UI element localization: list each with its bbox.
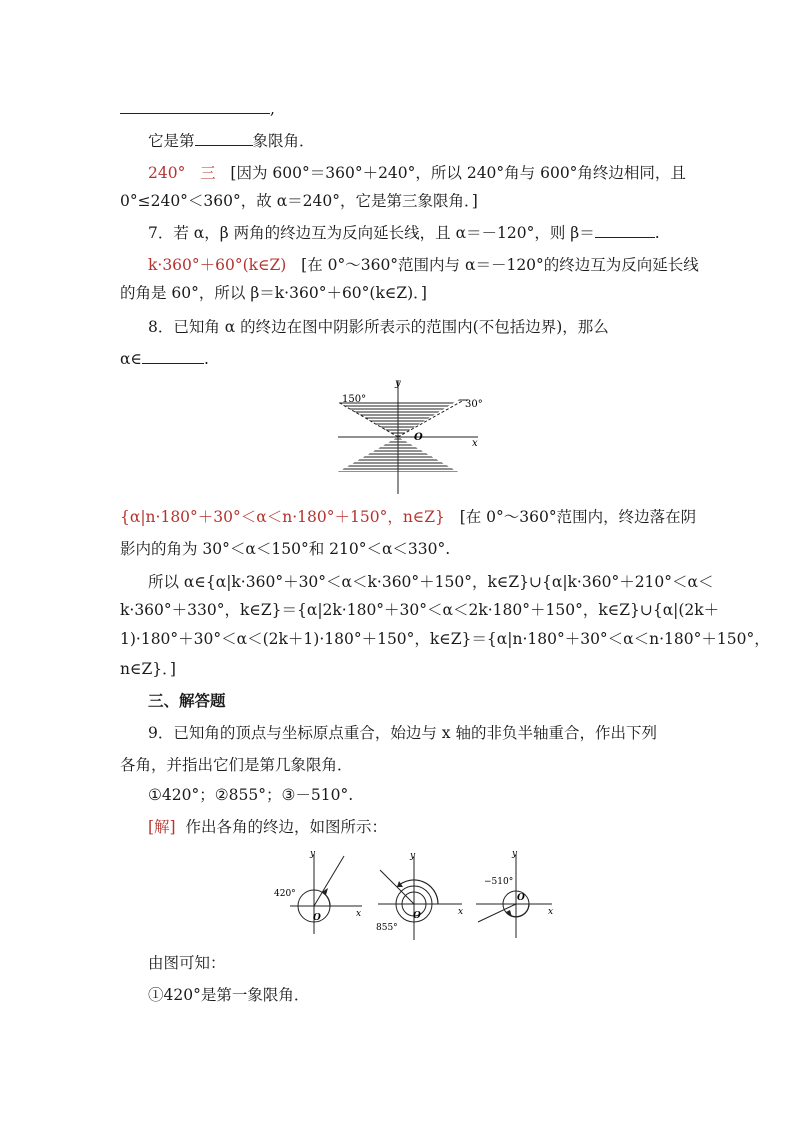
text: 9．已知角的顶点与坐标原点重合，始边与 x 轴的非负半轴重合，作出下列	[148, 724, 657, 742]
solution-line	[120, 658, 176, 680]
origin-label: O	[413, 911, 421, 921]
origin-label: O	[414, 432, 423, 443]
text: .	[203, 350, 209, 368]
boundary-ray-150	[338, 402, 398, 437]
text: [在 0°～360°范围内与 α＝－120°的终边互为反向延长线	[301, 256, 699, 274]
answer-blank	[195, 130, 253, 146]
angle-label: 420°	[274, 889, 296, 899]
text: 由图可知：	[148, 954, 226, 972]
text: 三、解答题	[148, 691, 226, 710]
solution-line	[120, 599, 719, 621]
answer-text: [解]	[148, 818, 176, 836]
text: 7．若 α，β 两角的终边互为反向延长线，且 α＝－120°，则 β＝	[148, 224, 595, 242]
text: 8．已知角 α 的终边在图中阴影所表示的范围内(不包括边界)，那么	[148, 318, 609, 336]
conclusion-line	[148, 984, 309, 1006]
x-label: x	[458, 907, 464, 917]
angle-label: −510°	[484, 877, 514, 887]
question-line	[120, 348, 209, 370]
solution-line	[148, 571, 714, 593]
solution-line	[148, 162, 686, 184]
x-label: x	[472, 438, 478, 449]
answer-blank	[120, 98, 270, 114]
question-line	[120, 754, 353, 776]
solution-line	[120, 538, 450, 560]
text: ①420°是第一象限角．	[148, 986, 310, 1004]
text: 所以 α∈{α|k·360°＋30°＜α＜k·360°＋150°，k∈Z}∪{α|k·360°＋210°＜α＜	[148, 573, 714, 591]
text: [因为 600°＝360°＋240°，所以 240°角与 600°角终边相同，且	[230, 164, 686, 182]
text: [在 0°～360°范围内，终边落在阴	[459, 508, 697, 526]
y-label: y	[512, 849, 518, 859]
text: α∈	[120, 350, 142, 368]
answer-text: {α|n·180°＋30°＜α＜n·180°＋150°，n∈Z}	[120, 508, 445, 526]
solution-line	[148, 254, 699, 276]
arrow-icon	[397, 881, 403, 887]
question-line	[148, 784, 353, 806]
angle-label: 855°	[376, 923, 398, 933]
y-label: y	[395, 378, 401, 389]
section-heading	[148, 690, 226, 712]
angle-label-150: 150°	[342, 394, 367, 405]
diagram-minus-510	[476, 849, 553, 938]
angle-label-30: 30°	[465, 399, 483, 410]
text: 作出各角的终边，如图所示：	[185, 818, 387, 836]
question-line	[148, 130, 315, 152]
text: k·360°＋330°，k∈Z}＝{α|2k·180°＋30°＜α＜2k·180°＋150°，k∈Z}∪{α|(2k＋	[120, 601, 720, 619]
answer-blank	[595, 222, 655, 238]
question-9	[148, 722, 657, 744]
answer-line	[120, 98, 275, 120]
answer-text: 240°	[148, 164, 186, 182]
angle-diagrams-figure	[270, 846, 560, 946]
conclusion-line	[148, 952, 226, 974]
text: n∈Z}．]	[120, 660, 176, 678]
text: 0°≤240°＜360°，故 α＝240°，它是第三象限角．]	[120, 192, 478, 210]
text: 的角是 60°，所以 β＝k·360°＋60°(k∈Z)．]	[120, 284, 427, 302]
text: 象限角．	[252, 132, 315, 150]
y-label: y	[410, 851, 416, 861]
question-7	[148, 222, 660, 244]
answer-text: 三	[200, 164, 216, 182]
upper-shading	[338, 400, 478, 436]
lower-shading	[338, 439, 478, 472]
text: 影内的角为 30°＜α＜150°和 210°＜α＜330°.	[120, 540, 451, 558]
origin-label: O	[517, 893, 525, 903]
diagram-855	[376, 851, 463, 940]
text: 它是第	[148, 132, 195, 150]
answer-blank	[142, 348, 204, 364]
solution-line	[120, 628, 770, 650]
text: 各角，并指出它们是第几象限角．	[120, 756, 353, 774]
x-label: x	[356, 909, 362, 919]
y-label: y	[310, 849, 316, 859]
arrow-icon	[322, 888, 328, 895]
text: ,	[270, 100, 275, 118]
text: 1)·180°＋30°＜α＜(2k＋1)·180°＋150°，k∈Z}＝{α|n·180°＋30°＜α＜n·180°＋150°，	[120, 630, 770, 648]
text: ①420°；②855°；③－510°.	[148, 786, 354, 804]
shaded-region-figure	[338, 372, 488, 500]
x-label: x	[548, 907, 554, 917]
origin-label: O	[313, 913, 321, 923]
solution-line	[120, 282, 427, 304]
solution-line	[120, 506, 696, 528]
solution-line	[120, 190, 478, 212]
question-8	[148, 316, 609, 338]
text: .	[654, 224, 660, 242]
answer-text: k·360°＋60°(k∈Z)	[148, 256, 287, 274]
solution-line	[148, 816, 387, 838]
diagram-420	[274, 849, 362, 934]
